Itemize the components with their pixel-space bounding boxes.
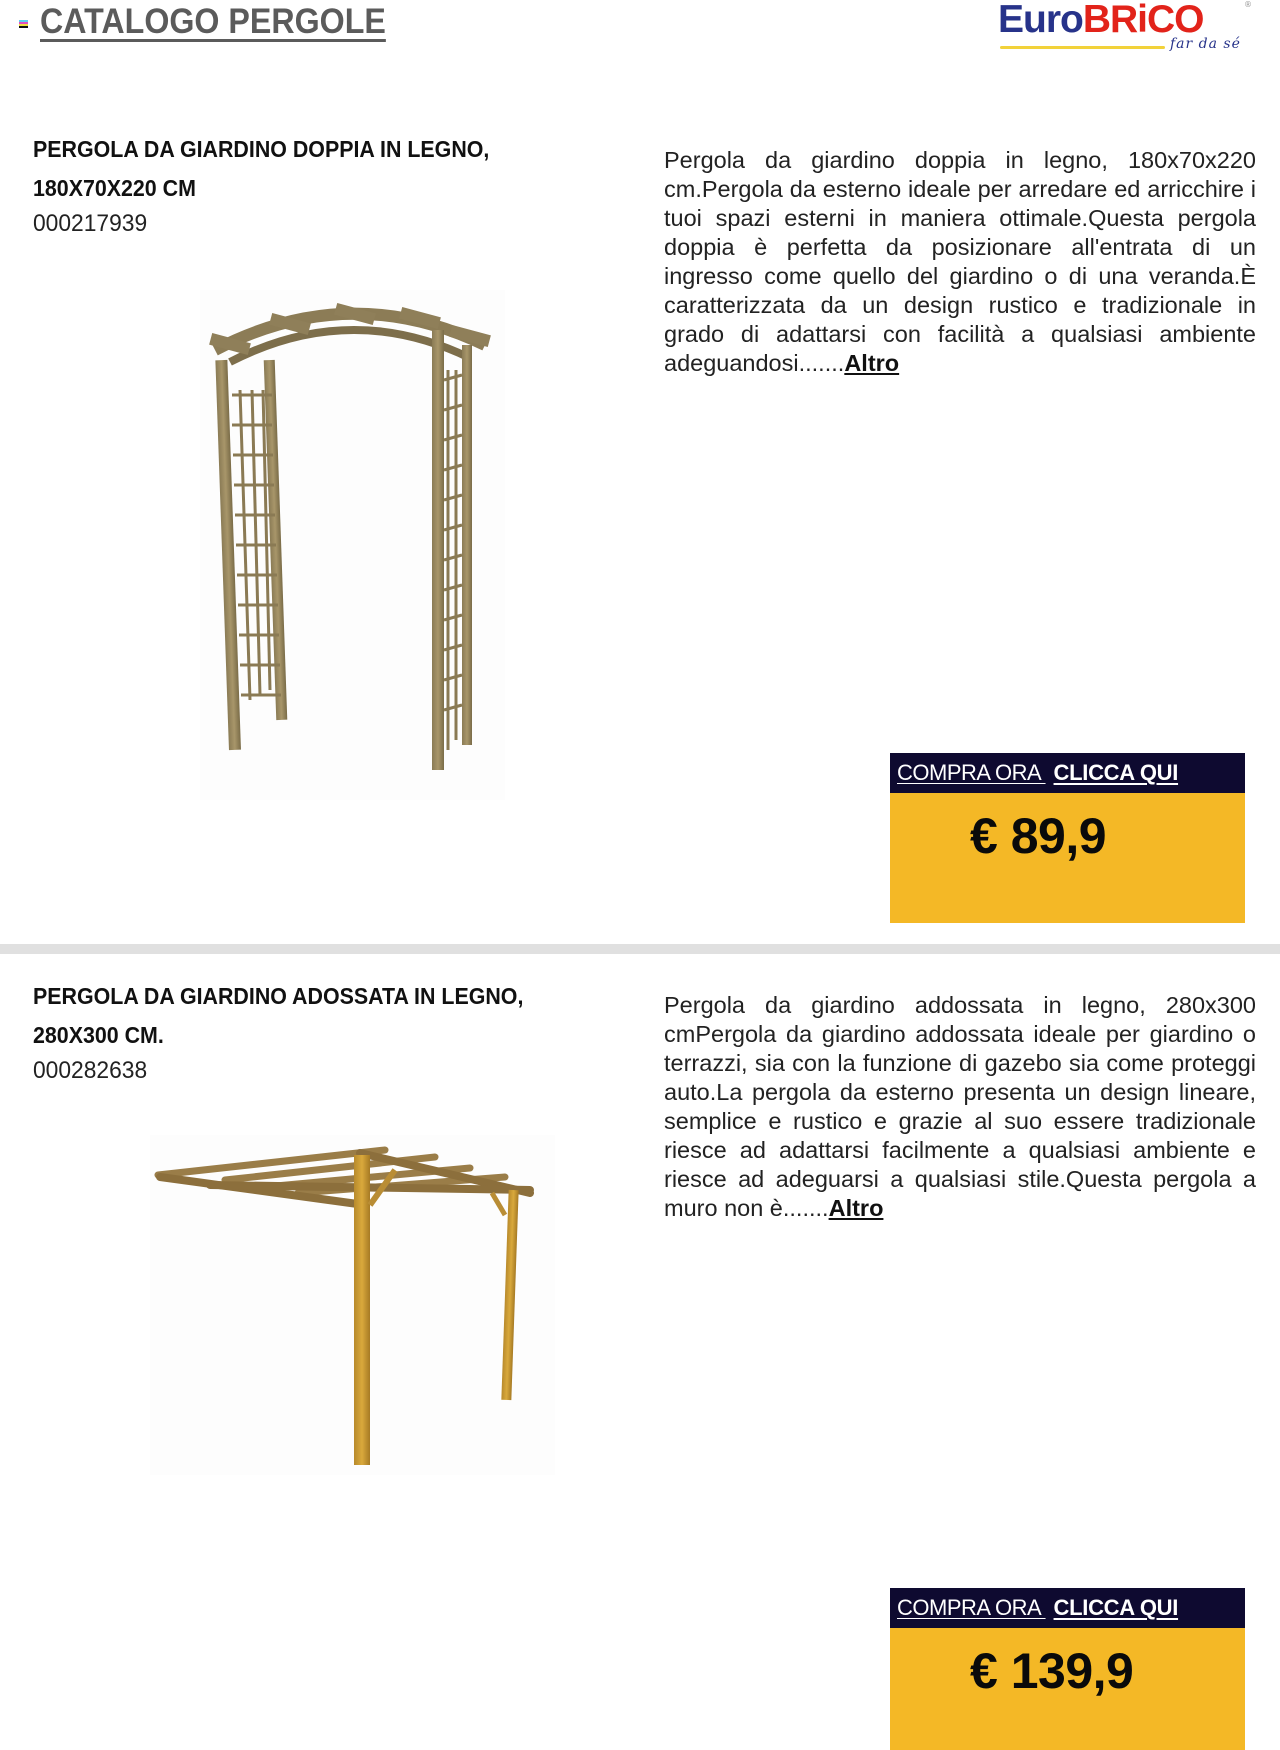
click-here-link[interactable]: CLICCA QUI — [1053, 760, 1179, 785]
read-more-link[interactable]: Altro — [844, 350, 900, 376]
registered-mark: ® — [1244, 0, 1252, 9]
logo-euro-text: Euro — [998, 0, 1083, 41]
buy-now-link[interactable]: COMPRA ORA — [897, 760, 1046, 785]
click-here-link[interactable]: CLICCA QUI — [1053, 1595, 1179, 1620]
description-text: Pergola da giardino addossata in legno, 280x300 cmPergola da giardino addossata ideale per giardino o terrazzi, sia con la funzione di gazebo sia come proteggi auto.La pergola da esterno presenta un design lineare, semplice e rustico e grazie al suo essere tradizionale riesce ad adattarsi facilmente a qualsiasi ambiente e riesce ad adeguarsi a qualsiasi stile.Questa pergola a muro non è....... — [664, 992, 1256, 1221]
logo-brico-text: BRiCO — [1082, 0, 1204, 41]
price-panel[interactable] — [890, 1628, 1245, 1750]
product-description — [664, 991, 1256, 1223]
lean-to-pergola-icon — [150, 1135, 555, 1475]
description-text: Pergola da giardino doppia in legno, 180x70x220 cm.Pergola da esterno ideale per arredare ed arricchire i tuoi spazi esterni in maniera ottimale.Questa pergola doppia è perfetta da posizionare all'entrata di un ingresso come quello del giardino o di una veranda.È caratterizzata da un design rustico e tradizionale in grado di adattarsi con facilità a qualsiasi ambiente adeguandosi....... — [664, 147, 1256, 376]
product-card — [0, 110, 1280, 920]
product-description — [664, 146, 1256, 378]
product-title: PERGOLA DA GIARDINO ADOSSATA IN LEGNO, 280X300 CM. — [33, 983, 524, 1048]
eurobrico-logo[interactable] — [998, 0, 1260, 60]
page-title[interactable]: CATALOGO PERGOLE — [40, 2, 386, 41]
buy-box — [890, 1588, 1245, 1750]
price-panel[interactable] — [890, 793, 1245, 923]
section-divider — [0, 944, 1280, 954]
read-more-link[interactable]: Altro — [828, 1195, 884, 1221]
product-title: PERGOLA DA GIARDINO DOPPIA IN LEGNO, 180X70X220 CM — [33, 136, 490, 201]
logo-tagline: far da sé — [1170, 36, 1241, 52]
print-color-mark-icon — [19, 20, 28, 28]
page-header — [0, 0, 1280, 80]
product-code: 000217939 — [33, 210, 148, 237]
product-image[interactable] — [200, 290, 505, 800]
logo-underline — [1000, 46, 1165, 49]
product-price: € 89,9 — [970, 808, 1107, 864]
product-price: € 139,9 — [970, 1643, 1134, 1699]
buy-now-link[interactable]: COMPRA ORA — [897, 1595, 1046, 1620]
buy-box — [890, 753, 1245, 923]
product-image[interactable] — [150, 1135, 555, 1475]
product-card — [0, 955, 1280, 1750]
buy-header — [890, 1588, 1245, 1628]
garden-arch-pergola-icon — [200, 290, 505, 800]
buy-header — [890, 753, 1245, 793]
product-code: 000282638 — [33, 1057, 148, 1084]
